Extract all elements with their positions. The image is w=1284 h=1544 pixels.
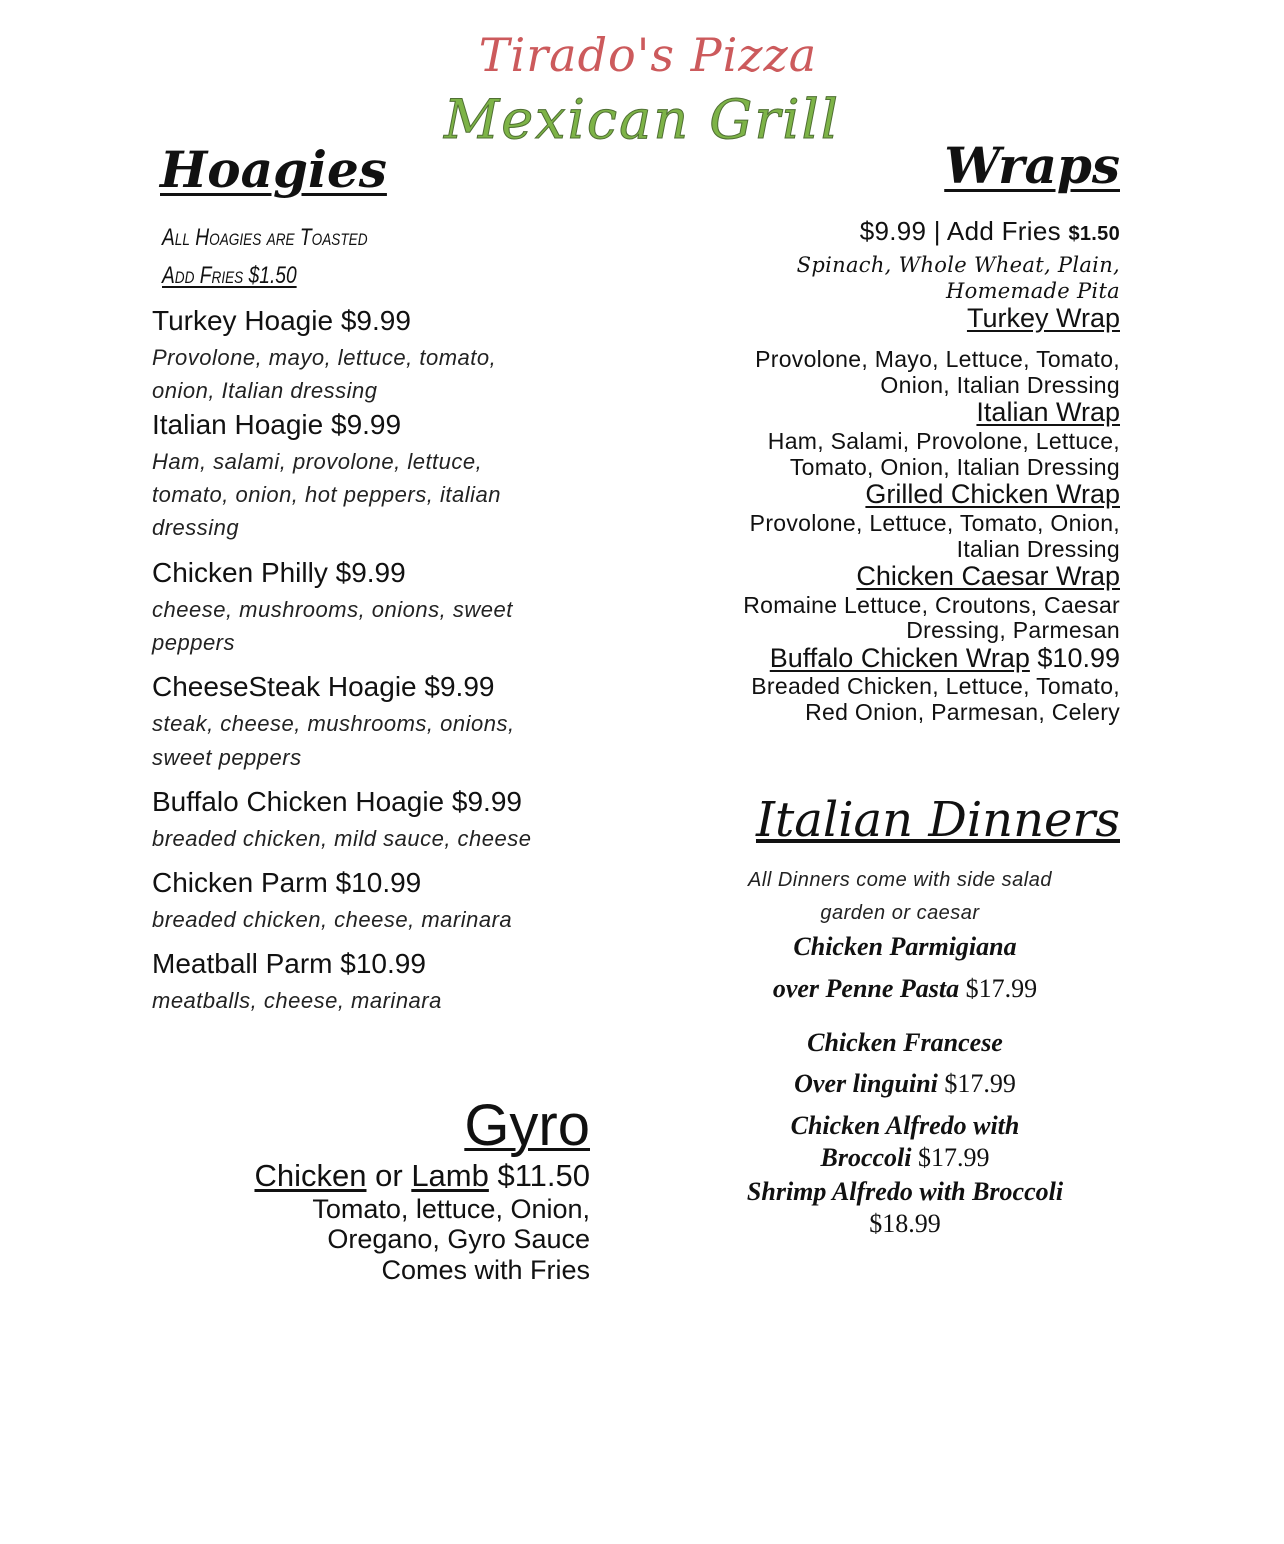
dinners-note: All Dinners come with side salad [748,869,1052,891]
dinner-text: Over linguini [794,1069,938,1098]
menu-item-desc: Onion, Italian Dressing [880,372,1120,398]
dinners-note: garden or caesar [820,902,980,924]
hoagies-fries-note: Add Fries $1.50 [162,262,297,289]
menu-item-desc: Romaine Lettuce, Croutons, Caesar [743,592,1120,618]
wraps-types: Spinach, Whole Wheat, Plain, [796,253,1120,277]
dinner-line [690,1028,1120,1058]
dinner-price: $17.99 [944,1069,1016,1098]
menu-item-desc: Italian Dressing [956,536,1120,562]
menu-item-desc: Provolone, Mayo, Lettuce, Tomato, [755,346,1120,372]
dinner-line [690,974,1120,1004]
dinner-price: $17.99 [918,1143,990,1172]
gyro-option-lamb: Lamb [411,1158,489,1193]
menu-item-name: Buffalo Chicken Wrap [769,643,1030,673]
menu-item-name: Meatball Parm $10.99 [152,948,426,979]
menu-item-desc: breaded chicken, cheese, marinara [152,907,513,932]
dinner-text: Chicken Alfredo with [790,1111,1020,1140]
menu-item-desc: Tomato, Onion, Italian Dressing [789,454,1120,480]
dinner-line [690,932,1120,962]
menu-item-name: Chicken Philly $9.99 [152,557,406,588]
dinner-text: over Penne Pasta [772,974,960,1003]
dinner-text: Chicken Francese [807,1028,1003,1057]
logo-subtitle: Mexican Grill [443,88,841,151]
menu-item-name: Chicken Caesar Wrap [856,561,1120,591]
menu-item-name: Italian Hoagie $9.99 [152,409,402,440]
dinner-text: Broccoli [820,1143,912,1172]
menu-item-price: $10.99 [1037,643,1120,673]
gyro-desc: Comes with Fries [381,1255,590,1285]
dinner-text: Chicken Parmigiana [793,932,1017,961]
dinner-line [690,1111,1120,1141]
wraps-price-line [860,216,1120,247]
wraps-types: Homemade Pita [946,279,1120,303]
dinner-price: $18.99 [869,1209,941,1238]
menu-item-desc: Ham, salami, provolone, lettuce, [152,449,483,474]
menu-item-name: Buffalo Chicken Hoagie $9.99 [152,786,522,817]
menu-item-name: Grilled Chicken Wrap [865,479,1120,509]
menu-item-desc: peppers [152,630,236,655]
menu-item-name: Italian Wrap [976,397,1120,427]
logo-title: Tirado's Pizza [478,28,818,82]
dinner-price: $17.99 [965,974,1038,1003]
menu-item-desc: dressing [152,515,240,540]
dinner-line [690,1177,1120,1207]
hoagies-toasted-note: All Hoagies are Toasted [162,224,368,251]
menu-item-desc: onion, Italian dressing [152,378,378,403]
gyro-desc: Tomato, lettuce, Onion, [312,1194,590,1224]
menu-item-desc: Breaded Chicken, Lettuce, Tomato, [751,673,1120,699]
gyro-price: $11.50 [497,1158,590,1193]
dinner-line [690,1143,1120,1173]
menu-item-name: Turkey Wrap [966,303,1120,333]
menu-item-desc: Red Onion, Parmesan, Celery [805,699,1120,725]
gyro-or: or [375,1158,403,1193]
gyro-options [254,1158,590,1194]
menu-item-desc: steak, cheese, mushrooms, onions, [152,711,515,736]
wraps-price: $9.99 | Add Fries [859,216,1061,246]
menu-item-desc: tomato, onion, hot peppers, italian [152,482,501,507]
menu-item-name: Chicken Parm $10.99 [152,867,422,898]
wraps-fries-price: $1.50 [1068,223,1120,245]
dinners-heading: Italian Dinners [755,792,1120,848]
menu-item-desc: Provolone, mayo, lettuce, tomato, [152,345,497,370]
menu-item-desc: sweet peppers [152,745,302,770]
hoagies-heading: Hoagies [160,140,387,199]
menu-item-name-row [770,643,1120,674]
menu-item-desc: breaded chicken, mild sauce, cheese [152,826,532,851]
menu-item-desc: Provolone, Lettuce, Tomato, Onion, [749,510,1120,536]
menu-item-name: CheeseSteak Hoagie $9.99 [152,671,495,702]
dinner-text: Shrimp Alfredo with Broccoli [746,1177,1064,1206]
gyro-option-chicken: Chicken [254,1158,367,1193]
wraps-heading: Wraps [944,136,1120,195]
menu-item-desc: Dressing, Parmesan [906,617,1120,643]
menu-item-desc: meatballs, cheese, marinara [152,988,442,1013]
dinner-line [690,1069,1120,1099]
menu-item-name: Turkey Hoagie $9.99 [152,305,411,336]
gyro-desc: Oregano, Gyro Sauce [327,1224,590,1254]
menu-item-desc: Ham, Salami, Provolone, Lettuce, [767,428,1120,454]
gyro-heading: Gyro [464,1093,590,1158]
menu-item-desc: cheese, mushrooms, onions, sweet [152,597,513,622]
dinner-line [690,1209,1120,1239]
